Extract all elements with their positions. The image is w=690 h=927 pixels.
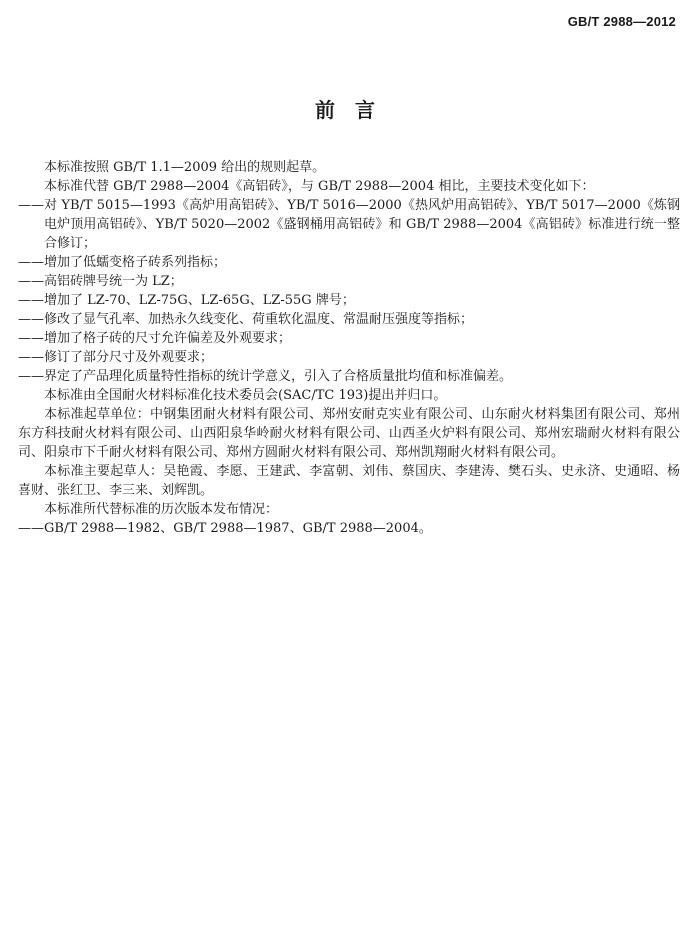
list-item: ——高铝砖牌号统一为 LZ； — [18, 274, 183, 289]
paragraph-history: 本标准所代替标准的历次版本发布情况： — [44, 502, 279, 517]
paragraph-drafters: 本标准主要起草人：吴艳霞、李愿、王建武、李富朝、刘伟、蔡国庆、李建涛、樊石头、史永济、史通昭、杨喜财、张红卫、李三来、刘辉凯。 — [18, 464, 680, 498]
paragraph-replaces: 本标准代替 GB/T 2988—2004《高铝砖》，与 GB/T 2988—2004 相比，主要技术变化如下： — [44, 179, 595, 194]
list-item: ——GB/T 2988—1982、GB/T 2988—1987、GB/T 2988—2004。 — [18, 521, 432, 536]
list-item: ——增加了低蠕变格子砖系列指标； — [18, 255, 227, 270]
list-item: ——界定了产品理化质量特性指标的统计学意义，引入了合格质量批均值和标准偏差。 — [18, 369, 513, 384]
list-item: ——对 YB/T 5015—1993《高炉用高铝砖》、YB/T 5016—2000《热风炉用高铝砖》、YB/T 5017—2000《炼钢电炉顶用高铝砖》、YB/T 5020—2002《盛钢桶用高铝砖》和 GB/T 2988—2004《高铝砖》标准进行统一整合修订； — [18, 198, 680, 251]
paragraph-proposed-by: 本标准由全国耐火材料标准化技术委员会(SAC/TC 193)提出并归口。 — [44, 388, 447, 403]
document-body — [18, 158, 680, 538]
list-item: ——修改了显气孔率、加热永久线变化、荷重软化温度、常温耐压强度等指标； — [18, 312, 474, 327]
paragraph-drafting-rules: 本标准按照 GB/T 1.1—2009 给出的规则起草。 — [44, 160, 326, 175]
standard-code: GB/T 2988—2012 — [567, 14, 676, 29]
paragraph-drafting-units: 本标准起草单位：中钢集团耐火材料有限公司、郑州安耐克实业有限公司、山东耐火材料集团有限公司、郑州东方科技耐火材料有限公司、山西阳泉华岭耐火材料有限公司、山西圣火炉料有限公司、郑州宏瑞耐火材料有限公司、阳泉市下千耐火材料有限公司、郑州方圆耐火材料有限公司、郑州凯翔耐火材料有限公司。 — [18, 407, 680, 460]
list-item: ——增加了 LZ-70、LZ-75G、LZ-65G、LZ-55G 牌号； — [18, 293, 355, 308]
page-title: 前 言 — [315, 98, 375, 122]
list-item: ——增加了格子砖的尺寸允许偏差及外观要求； — [18, 331, 292, 346]
list-item: ——修订了部分尺寸及外观要求； — [18, 350, 214, 365]
